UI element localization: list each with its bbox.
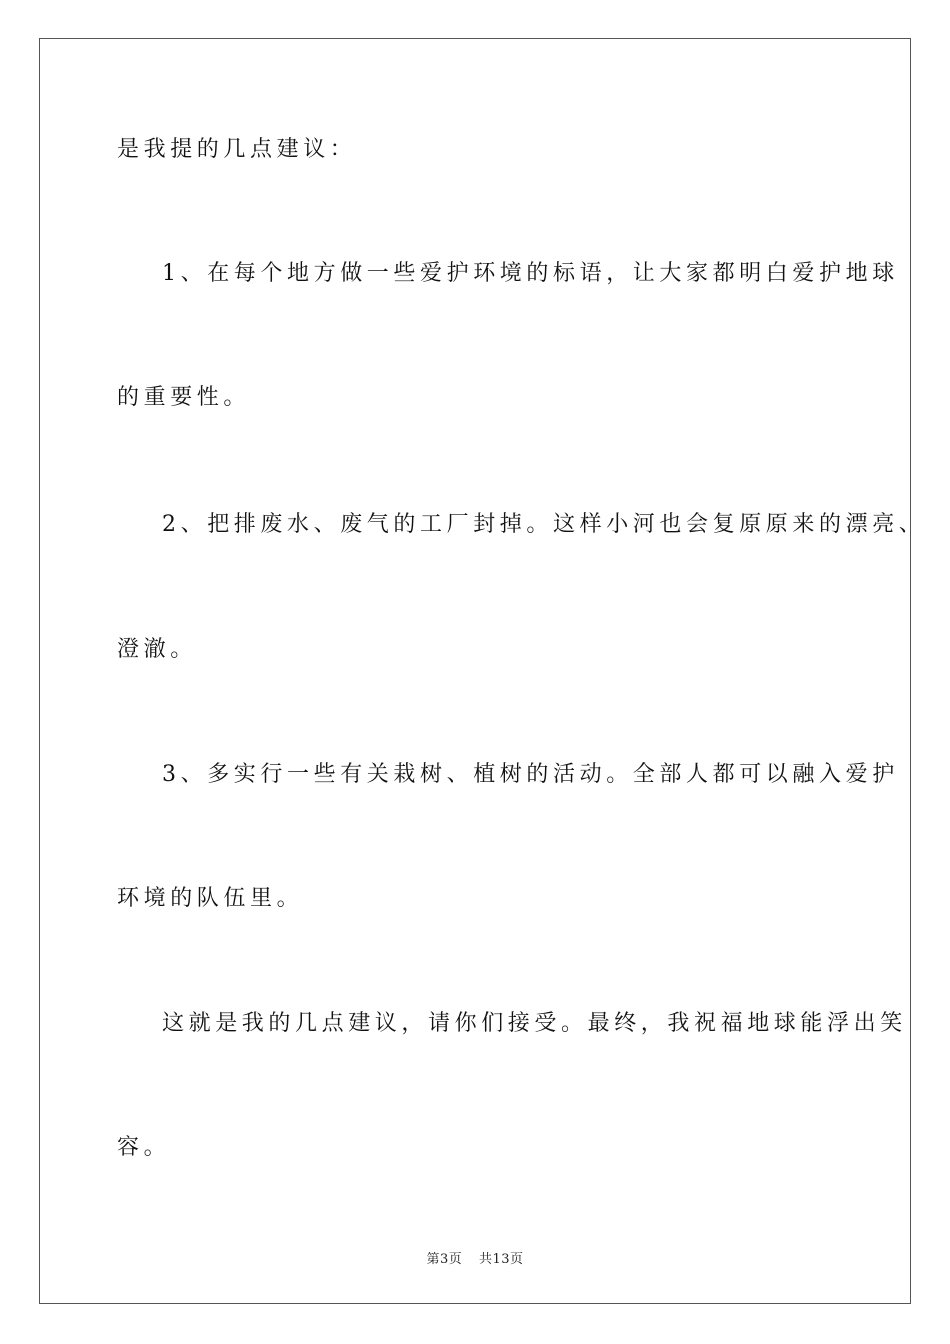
text-line-closing: 这就是我的几点建议，请你们接受。最终，我祝福地球能浮出笑 (162, 1011, 907, 1036)
text-line-suggestion-2: 2、把排废水、废气的工厂封掉。这样小河也会复原原来的漂亮、 (162, 512, 926, 537)
text-line-closing-cont: 容。 (117, 1135, 171, 1160)
page-total: 共13页 (478, 1252, 524, 1267)
text-line-suggestion-1: 1、在每个地方做一些爱护环境的标语，让大家都明白爱护地球 (162, 261, 899, 286)
page-footer (0, 1248, 950, 1267)
text-line-suggestion-1-cont: 的重要性。 (117, 385, 251, 410)
text-line-suggestion-2-cont: 澄澈。 (117, 637, 197, 662)
text-line-suggestion-3-cont: 环境的队伍里。 (117, 886, 304, 911)
page-border (39, 38, 911, 1304)
page-number: 第3页 (426, 1252, 463, 1267)
text-line-suggestion-3: 3、多实行一些有关栽树、植树的活动。全部人都可以融入爱护 (162, 762, 899, 787)
text-line-intro: 是我提的几点建议： (117, 137, 357, 162)
